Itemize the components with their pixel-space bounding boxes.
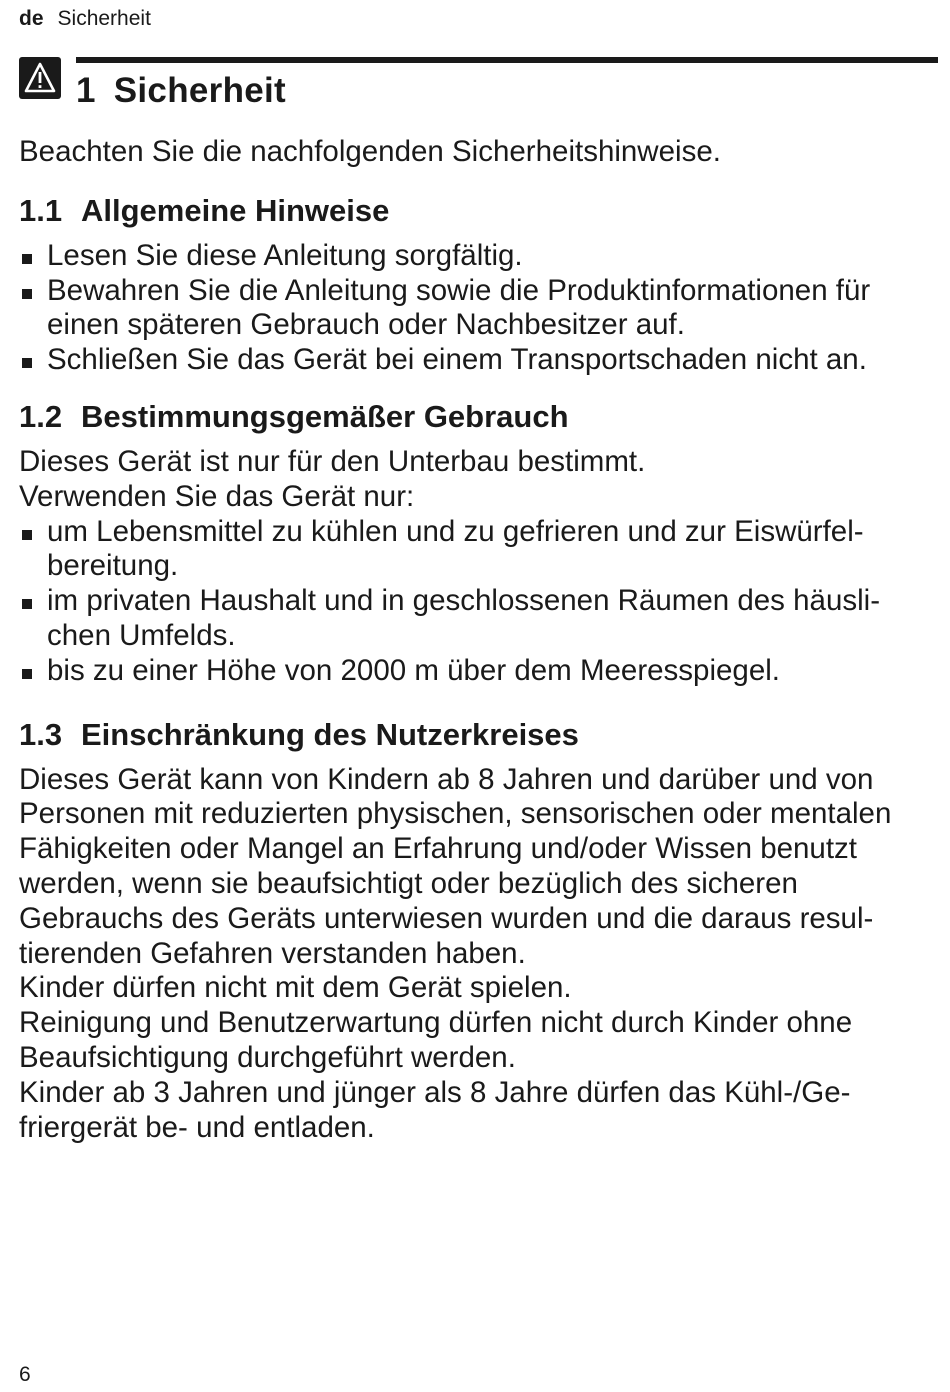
paragraph: Dieses Gerät kann von Kindern ab 8 Jahren und darüber und von Personen mit reduzierten physischen, sensorischen oder mentalen Fähigkeiten oder Mangel an Erfahrung und/oder Wissen benutzt werden, wenn sie beaufsichtigt oder bezüglich des sicheren Gebrauchs des Geräts unterwiesen wurden und die daraus resultierenden Gefahren verstanden haben. (19, 762, 892, 970)
running-header (19, 6, 151, 32)
chapter-intro: Beachten Sie die nachfolgenden Sicherheitshinweise. (19, 135, 721, 168)
section-number: 1.3 (19, 716, 63, 752)
section-heading (19, 717, 934, 753)
chapter-number: 1 (76, 71, 96, 110)
list-item: Schließen Sie das Gerät bei einem Transportschaden nicht an. (19, 343, 934, 378)
section-heading (19, 399, 934, 435)
section-number: 1.1 (19, 192, 63, 228)
warning-triangle-icon (19, 57, 61, 99)
list-item: Lesen Sie diese Anleitung sorgfältig. (19, 239, 934, 274)
paragraph: Kinder ab 3 Jahren und jünger als 8 Jahre dürfen das Kühl-/Gefriergerät be- und entladen. (19, 1075, 851, 1144)
list-item: bis zu einer Höhe von 2000 m über dem Meeresspiegel. (19, 654, 934, 689)
bullet-list (19, 515, 934, 689)
chapter-rule (76, 57, 938, 63)
list-item: Bewahren Sie die Anleitung sowie die Produktinformationen für einen späteren Gebrauch oder Nachbesitzer auf. (19, 274, 934, 344)
list-item: im privaten Haushalt und in geschlossenen Räumen des häuslichen Umfelds. (19, 584, 934, 654)
bullet-list (19, 239, 934, 378)
chapter-title: Sicherheit (113, 71, 286, 110)
section-title: Bestimmungsgemäßer Gebrauch (81, 398, 569, 434)
section-number: 1.2 (19, 398, 63, 434)
section-title: Einschränkung des Nutzerkreises (81, 716, 579, 752)
section-general-notes (19, 193, 934, 378)
chapter-heading (76, 70, 286, 112)
language-code: de (19, 7, 44, 30)
section-title: Allgemeine Hinweise (81, 192, 390, 228)
section-intended-use (19, 399, 934, 689)
section-heading (19, 193, 934, 229)
paragraph: Dieses Gerät ist nur für den Unterbau bestimmt. (19, 444, 646, 478)
page-number: 6 (19, 1363, 31, 1386)
page-content (19, 135, 934, 1145)
list-item: um Lebensmittel zu kühlen und zu gefrieren und zur Eiswürfelbereitung. (19, 515, 934, 585)
paragraph: Reinigung und Benutzerwartung dürfen nicht durch Kinder ohne Beaufsichtigung durchgeführt werden. (19, 1006, 853, 1074)
paragraph: Kinder dürfen nicht mit dem Gerät spielen. (19, 971, 572, 1005)
running-section-title: Sicherheit (57, 7, 151, 30)
paragraph: Verwenden Sie das Gerät nur: (19, 479, 415, 513)
section-user-restrictions (19, 717, 934, 1146)
